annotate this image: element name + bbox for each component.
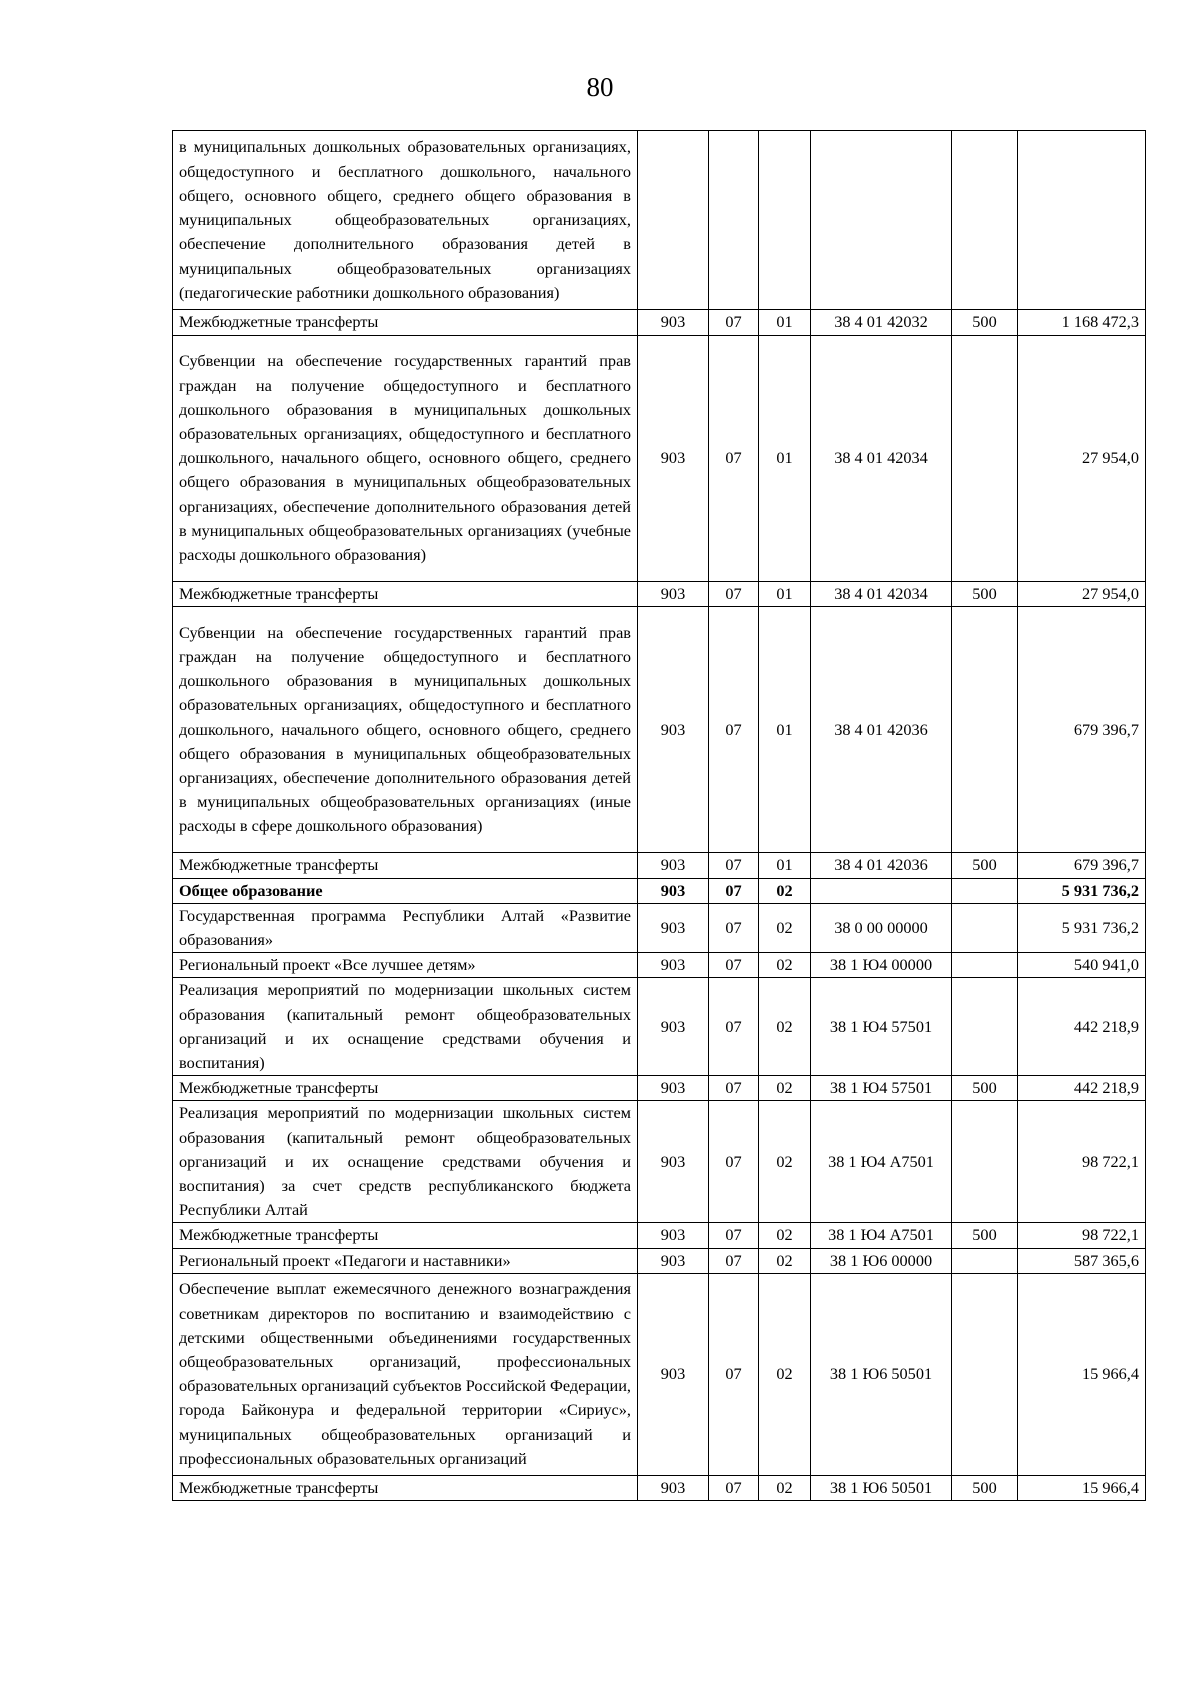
grbs-code-cell: 903 bbox=[638, 310, 709, 335]
subsection-code-cell: 02 bbox=[759, 1101, 811, 1223]
target-article-cell: 38 0 00 00000 bbox=[811, 903, 952, 952]
target-article-cell: 38 1 Ю6 00000 bbox=[811, 1248, 952, 1273]
subsection-code-cell: 01 bbox=[759, 310, 811, 335]
expense-type-cell bbox=[952, 1248, 1018, 1273]
amount-cell: 27 954,0 bbox=[1018, 581, 1146, 606]
expense-type-cell bbox=[952, 131, 1018, 310]
grbs-code-cell: 903 bbox=[638, 581, 709, 606]
table-row bbox=[173, 131, 1146, 310]
grbs-code-cell: 903 bbox=[638, 1248, 709, 1273]
amount-cell: 587 365,6 bbox=[1018, 1248, 1146, 1273]
table-row bbox=[173, 953, 1146, 978]
target-article-cell: 38 4 01 42034 bbox=[811, 335, 952, 581]
expense-name-cell: Реализация мероприятий по модернизации школьных систем образования (капитальный ремонт общеобразовательных организаций и их оснащение средствами обучения и воспитания) за счет средств республиканского бюджета Республики Алтай bbox=[173, 1101, 638, 1223]
grbs-code-cell: 903 bbox=[638, 1273, 709, 1475]
target-article-cell: 38 1 Ю6 50501 bbox=[811, 1475, 952, 1500]
expense-name-cell: Межбюджетные трансферты bbox=[173, 1475, 638, 1500]
expense-name-cell: Межбюджетные трансферты bbox=[173, 310, 638, 335]
page-number: 80 bbox=[586, 72, 614, 102]
table-row bbox=[173, 1076, 1146, 1101]
amount-cell: 679 396,7 bbox=[1018, 853, 1146, 878]
grbs-code-cell: 903 bbox=[638, 953, 709, 978]
subsection-code-cell: 02 bbox=[759, 1248, 811, 1273]
subsection-code-cell: 02 bbox=[759, 878, 811, 903]
budget-table bbox=[172, 130, 1146, 1501]
grbs-code-cell: 903 bbox=[638, 1223, 709, 1248]
expense-name-cell: Межбюджетные трансферты bbox=[173, 853, 638, 878]
table-row bbox=[173, 1248, 1146, 1273]
expense-type-cell bbox=[952, 878, 1018, 903]
subsection-code-cell: 01 bbox=[759, 335, 811, 581]
table-row bbox=[173, 978, 1146, 1076]
grbs-code-cell: 903 bbox=[638, 335, 709, 581]
section-code-cell: 07 bbox=[709, 335, 759, 581]
table-row bbox=[173, 1273, 1146, 1475]
target-article-cell: 38 4 01 42036 bbox=[811, 853, 952, 878]
expense-type-cell: 500 bbox=[952, 1076, 1018, 1101]
amount-cell: 15 966,4 bbox=[1018, 1475, 1146, 1500]
expense-type-cell: 500 bbox=[952, 581, 1018, 606]
table-row bbox=[173, 1101, 1146, 1223]
expense-name-cell: Региональный проект «Педагоги и наставники» bbox=[173, 1248, 638, 1273]
expense-type-cell bbox=[952, 335, 1018, 581]
table-row bbox=[173, 878, 1146, 903]
target-article-cell: 38 1 Ю4 00000 bbox=[811, 953, 952, 978]
subsection-code-cell: 02 bbox=[759, 1475, 811, 1500]
grbs-code-cell: 903 bbox=[638, 903, 709, 952]
table-row bbox=[173, 903, 1146, 952]
subsection-code-cell: 02 bbox=[759, 1273, 811, 1475]
section-code-cell: 07 bbox=[709, 1223, 759, 1248]
table-row bbox=[173, 581, 1146, 606]
section-code-cell: 07 bbox=[709, 310, 759, 335]
grbs-code-cell: 903 bbox=[638, 878, 709, 903]
expense-name-cell: Межбюджетные трансферты bbox=[173, 1076, 638, 1101]
expense-type-cell: 500 bbox=[952, 1223, 1018, 1248]
section-code-cell: 07 bbox=[709, 1248, 759, 1273]
subsection-code-cell: 01 bbox=[759, 581, 811, 606]
section-code-cell: 07 bbox=[709, 1475, 759, 1500]
subsection-code-cell: 02 bbox=[759, 978, 811, 1076]
subsection-code-cell: 01 bbox=[759, 607, 811, 853]
section-code-cell bbox=[709, 131, 759, 310]
target-article-cell bbox=[811, 878, 952, 903]
table-row bbox=[173, 310, 1146, 335]
expense-name-cell: Межбюджетные трансферты bbox=[173, 1223, 638, 1248]
table-row bbox=[173, 607, 1146, 853]
budget-table-body bbox=[173, 131, 1146, 1501]
expense-name-cell: Региональный проект «Все лучшее детям» bbox=[173, 953, 638, 978]
expense-type-cell bbox=[952, 978, 1018, 1076]
expense-name-cell: Общее образование bbox=[173, 878, 638, 903]
subsection-code-cell: 02 bbox=[759, 953, 811, 978]
table-row bbox=[173, 1475, 1146, 1500]
grbs-code-cell: 903 bbox=[638, 853, 709, 878]
grbs-code-cell: 903 bbox=[638, 978, 709, 1076]
amount-cell: 442 218,9 bbox=[1018, 1076, 1146, 1101]
section-code-cell: 07 bbox=[709, 1101, 759, 1223]
subsection-code-cell: 02 bbox=[759, 903, 811, 952]
expense-type-cell bbox=[952, 607, 1018, 853]
amount-cell: 27 954,0 bbox=[1018, 335, 1146, 581]
table-row bbox=[173, 1223, 1146, 1248]
amount-cell: 5 931 736,2 bbox=[1018, 903, 1146, 952]
amount-cell: 98 722,1 bbox=[1018, 1223, 1146, 1248]
amount-cell: 5 931 736,2 bbox=[1018, 878, 1146, 903]
subsection-code-cell: 01 bbox=[759, 853, 811, 878]
target-article-cell: 38 1 Ю4 57501 bbox=[811, 1076, 952, 1101]
grbs-code-cell: 903 bbox=[638, 1101, 709, 1223]
table-row bbox=[173, 853, 1146, 878]
amount-cell: 540 941,0 bbox=[1018, 953, 1146, 978]
amount-cell: 679 396,7 bbox=[1018, 607, 1146, 853]
amount-cell: 1 168 472,3 bbox=[1018, 310, 1146, 335]
grbs-code-cell: 903 bbox=[638, 1076, 709, 1101]
expense-name-cell: Субвенции на обеспечение государственных гарантий прав граждан на получение общедоступного и бесплатного дошкольного образования в муниципальных дошкольных образовательных организациях, общедоступного и бесплатного дошкольного, начального общего, основного общего, среднего общего образования в муниципальных общеобразовательных организациях, обеспечение дополнительного образования детей в муниципальных общеобразовательных организациях (иные расходы в сфере дошкольного образования) bbox=[173, 607, 638, 853]
target-article-cell bbox=[811, 131, 952, 310]
amount-cell: 98 722,1 bbox=[1018, 1101, 1146, 1223]
grbs-code-cell bbox=[638, 131, 709, 310]
grbs-code-cell: 903 bbox=[638, 607, 709, 853]
amount-cell: 442 218,9 bbox=[1018, 978, 1146, 1076]
section-code-cell: 07 bbox=[709, 1076, 759, 1101]
expense-type-cell: 500 bbox=[952, 310, 1018, 335]
target-article-cell: 38 1 Ю4 А7501 bbox=[811, 1101, 952, 1223]
target-article-cell: 38 1 Ю4 А7501 bbox=[811, 1223, 952, 1248]
section-code-cell: 07 bbox=[709, 878, 759, 903]
target-article-cell: 38 4 01 42036 bbox=[811, 607, 952, 853]
section-code-cell: 07 bbox=[709, 953, 759, 978]
amount-cell bbox=[1018, 131, 1146, 310]
expense-name-cell: Обеспечение выплат ежемесячного денежного вознаграждения советникам директоров по воспитанию и взаимодействию с детскими общественными объединениями государственных общеобразовательных организаций, профессиональных образовательных организаций субъектов Российской Федерации, города Байконура и федеральной территории «Сириус», муниципальных общеобразовательных организаций и профессиональных образовательных организаций bbox=[173, 1273, 638, 1475]
section-code-cell: 07 bbox=[709, 903, 759, 952]
section-code-cell: 07 bbox=[709, 978, 759, 1076]
expense-name-cell: в муниципальных дошкольных образовательных организациях, общедоступного и бесплатного дошкольного, начального общего, основного общего, среднего общего образования в муниципальных общеобразовательных организациях, обеспечение дополнительного образования детей в муниципальных общеобразовательных организациях (педагогические работники дошкольного образования) bbox=[173, 131, 638, 310]
expense-type-cell bbox=[952, 1101, 1018, 1223]
expense-name-cell: Государственная программа Республики Алтай «Развитие образования» bbox=[173, 903, 638, 952]
expense-name-cell: Межбюджетные трансферты bbox=[173, 581, 638, 606]
subsection-code-cell bbox=[759, 131, 811, 310]
expense-type-cell bbox=[952, 1273, 1018, 1475]
target-article-cell: 38 4 01 42032 bbox=[811, 310, 952, 335]
expense-type-cell bbox=[952, 903, 1018, 952]
subsection-code-cell: 02 bbox=[759, 1223, 811, 1248]
amount-cell: 15 966,4 bbox=[1018, 1273, 1146, 1475]
table-row bbox=[173, 335, 1146, 581]
expense-name-cell: Субвенции на обеспечение государственных гарантий прав граждан на получение общедоступного и бесплатного дошкольного образования в муниципальных дошкольных образовательных организациях, общедоступного и бесплатного дошкольного, начального общего, основного общего, среднего общего образования в муниципальных общеобразовательных организациях, обеспечение дополнительного образования детей в муниципальных общеобразовательных организациях (учебные расходы дошкольного образования) bbox=[173, 335, 638, 581]
expense-type-cell bbox=[952, 953, 1018, 978]
expense-name-cell: Реализация мероприятий по модернизации школьных систем образования (капитальный ремонт общеобразовательных организаций и их оснащение средствами обучения и воспитания) bbox=[173, 978, 638, 1076]
section-code-cell: 07 bbox=[709, 607, 759, 853]
target-article-cell: 38 1 Ю6 50501 bbox=[811, 1273, 952, 1475]
target-article-cell: 38 4 01 42034 bbox=[811, 581, 952, 606]
section-code-cell: 07 bbox=[709, 581, 759, 606]
section-code-cell: 07 bbox=[709, 853, 759, 878]
subsection-code-cell: 02 bbox=[759, 1076, 811, 1101]
grbs-code-cell: 903 bbox=[638, 1475, 709, 1500]
section-code-cell: 07 bbox=[709, 1273, 759, 1475]
target-article-cell: 38 1 Ю4 57501 bbox=[811, 978, 952, 1076]
expense-type-cell: 500 bbox=[952, 1475, 1018, 1500]
expense-type-cell: 500 bbox=[952, 853, 1018, 878]
